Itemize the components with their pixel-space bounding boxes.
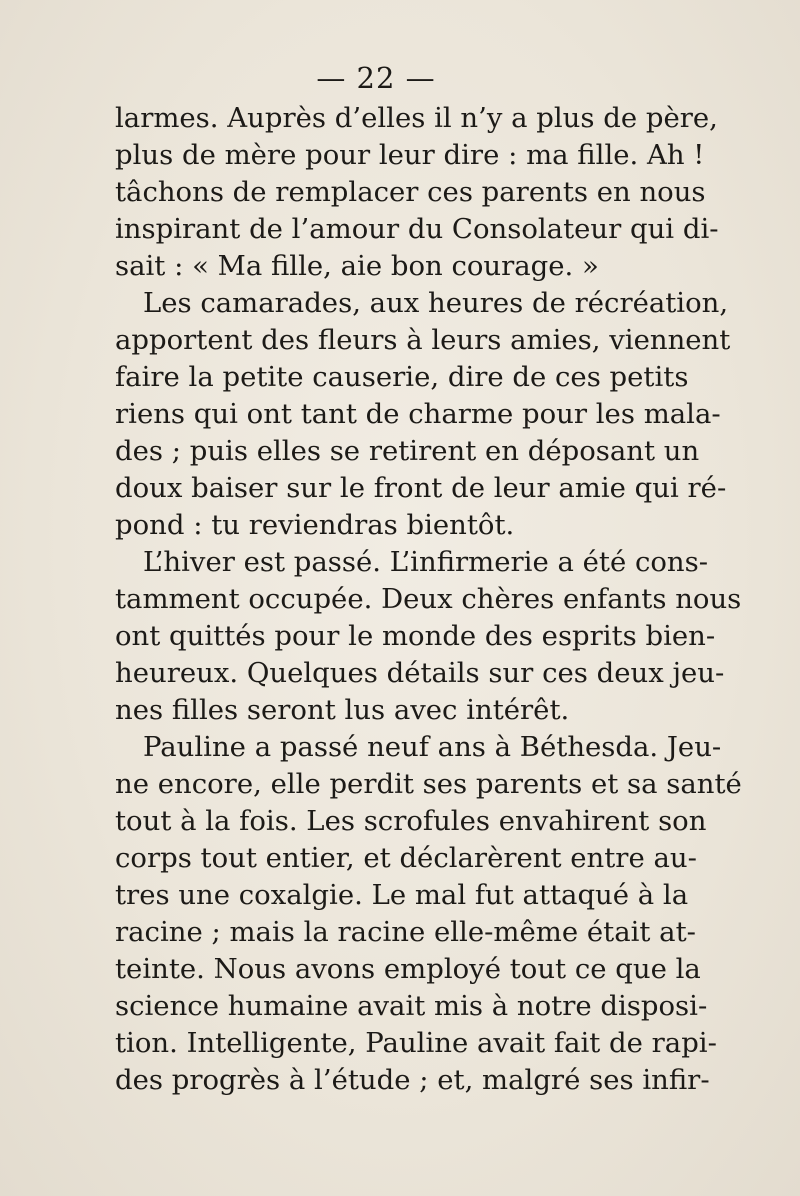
text-line: pond : tu reviendras bientôt.: [115, 509, 515, 541]
text-line: teinte. Nous avons employé tout ce que la: [115, 953, 701, 985]
text-line: nes filles seront lus avec intérêt.: [115, 694, 570, 726]
text-line: heureux. Quelques détails sur ces deux jeu-: [115, 657, 725, 689]
body-text: [115, 100, 742, 1099]
text-line: L’hiver est passé. L’infirmerie a été cons-: [143, 546, 709, 578]
text-line: faire la petite causerie, dire de ces petits: [115, 361, 689, 393]
text-line: ont quittés pour le monde des esprits bien-: [115, 620, 716, 652]
page-number: — 22 —: [316, 61, 436, 95]
text-line: Pauline a passé neuf ans à Béthesda. Jeu-: [143, 731, 722, 763]
text-line: Les camarades, aux heures de récréation,: [143, 287, 729, 319]
paragraph: [115, 100, 719, 285]
paragraph: [115, 729, 742, 1099]
text-line: larmes. Auprès d’elles il n’y a plus de père,: [115, 102, 718, 134]
text-line: tamment occupée. Deux chères enfants nous: [115, 583, 742, 615]
text-line: science humaine avait mis à notre disposi-: [115, 990, 708, 1022]
paragraph: [115, 544, 742, 729]
text-line: apportent des fleurs à leurs amies, viennent: [115, 324, 731, 356]
text-line: tion. Intelligente, Pauline avait fait de rapi-: [115, 1027, 717, 1059]
text-line: tres une coxalgie. Le mal fut attaqué à la: [115, 879, 689, 911]
text-line: tâchons de remplacer ces parents en nous: [115, 176, 706, 208]
text-line: des progrès à l’étude ; et, malgré ses infir-: [115, 1064, 710, 1096]
text-line: inspirant de l’amour du Consolateur qui di-: [115, 213, 719, 245]
text-line: racine ; mais la racine elle-même était at-: [115, 916, 696, 948]
text-line: sait : « Ma fille, aie bon courage. »: [115, 250, 599, 282]
paragraph: [115, 285, 731, 544]
text-line: doux baiser sur le front de leur amie qui ré-: [115, 472, 727, 504]
text-line: riens qui ont tant de charme pour les mala-: [115, 398, 721, 430]
text-line: plus de mère pour leur dire : ma fille. Ah !: [115, 139, 705, 171]
text-line: ne encore, elle perdit ses parents et sa santé: [115, 768, 742, 800]
text-line: des ; puis elles se retirent en déposant un: [115, 435, 700, 467]
text-line: corps tout entier, et déclarèrent entre au-: [115, 842, 697, 874]
text-line: tout à la fois. Les scrofules envahirent son: [115, 805, 707, 837]
